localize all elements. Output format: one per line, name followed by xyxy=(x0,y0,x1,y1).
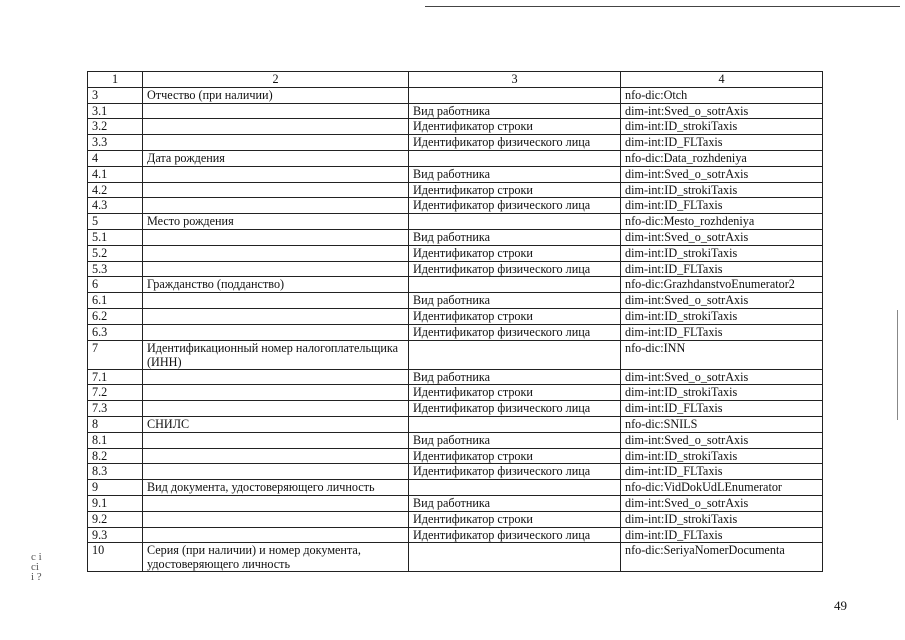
table-cell: 7.2 xyxy=(88,385,143,401)
table-cell: dim-int:ID_strokiTaxis xyxy=(621,385,823,401)
data-table xyxy=(87,71,823,572)
table-row xyxy=(88,416,823,432)
table-cell: Идентификатор строки xyxy=(409,182,621,198)
table-cell xyxy=(143,464,409,480)
table-cell: 8 xyxy=(88,416,143,432)
table-cell: dim-int:Sved_o_sotrAxis xyxy=(621,293,823,309)
table-cell: 4 xyxy=(88,150,143,166)
table-row xyxy=(88,448,823,464)
table-row xyxy=(88,214,823,230)
table-cell: dim-int:ID_strokiTaxis xyxy=(621,308,823,324)
table-row xyxy=(88,432,823,448)
table-row xyxy=(88,261,823,277)
table-cell: 5 xyxy=(88,214,143,230)
table-row xyxy=(88,182,823,198)
table-cell: Вид документа, удостоверяющего личность xyxy=(143,480,409,496)
table-cell xyxy=(143,448,409,464)
table-cell: dim-int:ID_strokiTaxis xyxy=(621,511,823,527)
table-cell: Вид работника xyxy=(409,432,621,448)
table-cell: СНИЛС xyxy=(143,416,409,432)
table-cell: nfo-dic:Data_rozhdeniya xyxy=(621,150,823,166)
table-row xyxy=(88,543,823,572)
table-cell: nfo-dic:SNILS xyxy=(621,416,823,432)
table-cell xyxy=(143,401,409,417)
table-cell: nfo-dic:INN xyxy=(621,340,823,369)
table-cell: 8.3 xyxy=(88,464,143,480)
table-cell: dim-int:Sved_o_sotrAxis xyxy=(621,432,823,448)
table-row xyxy=(88,340,823,369)
table-header-row xyxy=(88,72,823,88)
table-row xyxy=(88,119,823,135)
table-cell: 6 xyxy=(88,277,143,293)
table-cell: 9 xyxy=(88,480,143,496)
table-cell xyxy=(143,324,409,340)
table-cell: 10 xyxy=(88,543,143,572)
table-cell: Вид работника xyxy=(409,495,621,511)
table-cell: Идентификатор строки xyxy=(409,308,621,324)
table-cell: 7 xyxy=(88,340,143,369)
table-cell: 4.2 xyxy=(88,182,143,198)
table-cell: 3 xyxy=(88,87,143,103)
table-row xyxy=(88,495,823,511)
table-cell: nfo-dic:SeriyaNomerDocumenta xyxy=(621,543,823,572)
table-cell: 8.1 xyxy=(88,432,143,448)
table-row xyxy=(88,135,823,151)
table-cell: Вид работника xyxy=(409,103,621,119)
table-cell: 6.2 xyxy=(88,308,143,324)
table-row xyxy=(88,245,823,261)
table-cell xyxy=(143,527,409,543)
table-row xyxy=(88,385,823,401)
table-cell xyxy=(143,308,409,324)
table-cell xyxy=(409,214,621,230)
table-row xyxy=(88,229,823,245)
table-cell: Идентификатор строки xyxy=(409,119,621,135)
table-cell xyxy=(143,135,409,151)
table-row xyxy=(88,150,823,166)
table-cell: dim-int:ID_FLTaxis xyxy=(621,261,823,277)
table-cell xyxy=(409,150,621,166)
table-cell: dim-int:ID_FLTaxis xyxy=(621,198,823,214)
table-row xyxy=(88,464,823,480)
table-cell xyxy=(409,87,621,103)
table-cell xyxy=(143,245,409,261)
table-cell: Идентификатор физического лица xyxy=(409,401,621,417)
table-cell: Вид работника xyxy=(409,166,621,182)
table-row xyxy=(88,87,823,103)
table-cell: Идентификатор строки xyxy=(409,245,621,261)
table-cell: dim-int:Sved_o_sotrAxis xyxy=(621,166,823,182)
table-cell: dim-int:Sved_o_sotrAxis xyxy=(621,495,823,511)
table-cell xyxy=(143,261,409,277)
table-cell xyxy=(143,103,409,119)
table-cell xyxy=(409,543,621,572)
header-cell: 1 xyxy=(88,72,143,88)
table-cell xyxy=(143,182,409,198)
table-cell: 7.3 xyxy=(88,401,143,417)
table-cell xyxy=(409,480,621,496)
table-cell: dim-int:Sved_o_sotrAxis xyxy=(621,229,823,245)
table-cell: Идентификатор физического лица xyxy=(409,464,621,480)
table-row xyxy=(88,527,823,543)
table-cell: Отчество (при наличии) xyxy=(143,87,409,103)
table-cell: Дата рождения xyxy=(143,150,409,166)
table-cell: nfo-dic:VidDokUdLEnumerator xyxy=(621,480,823,496)
table-cell: 6.1 xyxy=(88,293,143,309)
table-row xyxy=(88,511,823,527)
table-cell: 4.1 xyxy=(88,166,143,182)
table-row xyxy=(88,401,823,417)
table-cell: 5.2 xyxy=(88,245,143,261)
table-cell: Идентификатор физического лица xyxy=(409,324,621,340)
table-cell: dim-int:ID_strokiTaxis xyxy=(621,182,823,198)
table-cell xyxy=(409,277,621,293)
table-cell xyxy=(409,416,621,432)
header-cell: 2 xyxy=(143,72,409,88)
table-cell: 9.2 xyxy=(88,511,143,527)
table-cell: 3.3 xyxy=(88,135,143,151)
table-cell: nfo-dic:Otch xyxy=(621,87,823,103)
table-cell: dim-int:ID_FLTaxis xyxy=(621,464,823,480)
table-cell: dim-int:ID_FLTaxis xyxy=(621,401,823,417)
table-cell: Гражданство (подданство) xyxy=(143,277,409,293)
table-row xyxy=(88,369,823,385)
page-number: 49 xyxy=(834,598,847,613)
table-cell: 7.1 xyxy=(88,369,143,385)
table-row xyxy=(88,324,823,340)
header-cell: 3 xyxy=(409,72,621,88)
binding-marks: c i ci i ? xyxy=(31,551,42,583)
table-cell: dim-int:Sved_o_sotrAxis xyxy=(621,103,823,119)
table-cell xyxy=(143,198,409,214)
table-cell xyxy=(143,119,409,135)
table-cell: Идентификатор физического лица xyxy=(409,198,621,214)
table-cell: Вид работника xyxy=(409,229,621,245)
header-cell: 4 xyxy=(621,72,823,88)
table-cell: Идентификатор физического лица xyxy=(409,135,621,151)
table-cell: dim-int:ID_strokiTaxis xyxy=(621,448,823,464)
table-cell: dim-int:ID_FLTaxis xyxy=(621,527,823,543)
table-row xyxy=(88,308,823,324)
table-cell: Идентификатор строки xyxy=(409,448,621,464)
table-cell: 9.3 xyxy=(88,527,143,543)
table-cell: Идентификатор физического лица xyxy=(409,261,621,277)
table-cell: Вид работника xyxy=(409,369,621,385)
table-cell xyxy=(143,166,409,182)
table-cell xyxy=(143,229,409,245)
table-cell: dim-int:ID_strokiTaxis xyxy=(621,119,823,135)
table-cell: 3.1 xyxy=(88,103,143,119)
table-cell: 5.1 xyxy=(88,229,143,245)
table-cell xyxy=(143,293,409,309)
table-row xyxy=(88,103,823,119)
table-row xyxy=(88,277,823,293)
table-cell: Серия (при наличии) и номер документа, удостоверяющего личность xyxy=(143,543,409,572)
page-edge-line xyxy=(897,310,898,420)
table-cell xyxy=(143,432,409,448)
table-cell xyxy=(143,385,409,401)
table-cell xyxy=(143,495,409,511)
table-cell: dim-int:Sved_o_sotrAxis xyxy=(621,369,823,385)
table-cell: 9.1 xyxy=(88,495,143,511)
table-cell xyxy=(143,369,409,385)
table-cell: 6.3 xyxy=(88,324,143,340)
table-cell: Идентификатор строки xyxy=(409,511,621,527)
table-cell: 5.3 xyxy=(88,261,143,277)
table-row xyxy=(88,198,823,214)
table-cell: nfo-dic:Mesto_rozhdeniya xyxy=(621,214,823,230)
top-rule xyxy=(425,6,900,7)
table-cell: Вид работника xyxy=(409,293,621,309)
table-row xyxy=(88,293,823,309)
table-cell: Место рождения xyxy=(143,214,409,230)
table-cell: dim-int:ID_FLTaxis xyxy=(621,135,823,151)
table-cell: 8.2 xyxy=(88,448,143,464)
table-cell: dim-int:ID_FLTaxis xyxy=(621,324,823,340)
table-cell xyxy=(409,340,621,369)
table-row xyxy=(88,166,823,182)
table-cell: 3.2 xyxy=(88,119,143,135)
table-cell: 4.3 xyxy=(88,198,143,214)
table-cell xyxy=(143,511,409,527)
table-cell: Идентификационный номер налогоплательщика (ИНН) xyxy=(143,340,409,369)
table-cell: Идентификатор физического лица xyxy=(409,527,621,543)
table-cell: Идентификатор строки xyxy=(409,385,621,401)
table-row xyxy=(88,480,823,496)
table-cell: dim-int:ID_strokiTaxis xyxy=(621,245,823,261)
table-cell: nfo-dic:GrazhdanstvoEnumerator2 xyxy=(621,277,823,293)
